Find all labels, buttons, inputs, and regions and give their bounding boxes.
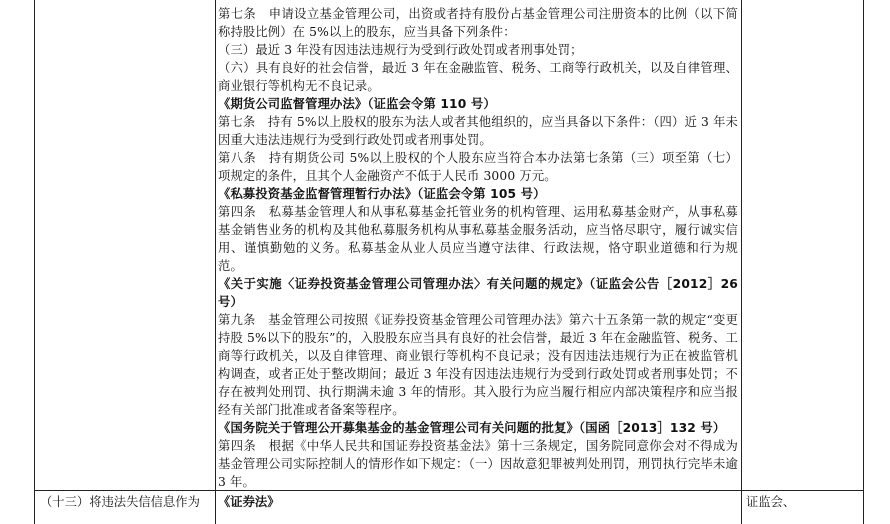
table-border-right bbox=[863, 0, 864, 524]
table-border-left bbox=[34, 0, 35, 524]
provision-paragraph: 第四条 根据《中华人民共和国证券投资基金法》第十三条规定，国务院同意你会对不得成为基金管理公司实际控制人的情形作如下规定：（一）因故意犯罪被判处刑罚，刑罚执行完毕未逾 3 年。 bbox=[218, 439, 738, 489]
item-label-cell: （十三）将违法失信信息作为 bbox=[40, 495, 200, 509]
legal-provisions-cell bbox=[218, 5, 738, 491]
provision-paragraph: （三）最近 3 年没有因违法违规行为受到行政处罚或者刑事处罚； bbox=[218, 43, 583, 57]
provision-paragraph: 第七条 持有 5%以上股权的股东为法人或者其他组织的，应当具备以下条件：（四）近 3 年未因重大违法违规行为受到行政处罚或者刑事处罚。 bbox=[218, 115, 738, 147]
column-divider-2 bbox=[741, 0, 742, 524]
regulation-heading: 《私募投资基金监督管理暂行办法》（证监会令第 105 号） bbox=[218, 187, 546, 201]
regulation-heading: 《关于实施〈证券投资基金管理公司管理办法〉有关问题的规定》（证监会公告［2012］26 号） bbox=[218, 277, 738, 309]
provision-paragraph: （六）具有良好的社会信誉，最近 3 年在金融监管、税务、工商等行政机关，以及自律管理、商业银行等机构无不良记录。 bbox=[218, 61, 738, 93]
regulation-heading: 《期货公司监督管理办法》（证监会令第 110 号） bbox=[218, 97, 496, 111]
column-divider-1 bbox=[215, 0, 216, 524]
provision-paragraph: 第四条 私募基金管理人和从事私募基金托管业务的机构管理、运用私募基金财产，从事私募基金销售业务的机构及其他私募服务机构从事私募基金服务活动，应当恪尽职守，履行诚实信用、谨慎勤勉的义务。私募基金从业人员应当遵守法律、行政法规，恪守职业道德和行为规范。 bbox=[218, 205, 738, 273]
provision-paragraph: 第九条 基金管理公司按照《证券投资基金管理公司管理办法》第六十五条第一款的规定“变更持股 5%以下的股东”的，入股股东应当具有良好的社会信誉，最近 3 年在金融监管、税务、工商等行政机关，以及自律管理、商业银行等机构不良记录；没有因违法违规行为正在被监管机构调查，或者正处于整改期间；最近 3 年没有因违法违规行为受到行政处罚或者刑事处罚；不存在被判处刑罚、执行期满未逾 3 年的情形。其入股行为应当履行相应内部决策程序和应当报经有关部门批准或者备案等程序。 bbox=[218, 313, 738, 417]
department-cell: 证监会、 bbox=[746, 495, 796, 509]
provision-paragraph: 第七条 申请设立基金管理公司，出资或者持有股份占基金管理公司注册资本的比例（以下简称持股比例）在 5%以上的股东，应当具备下列条件： bbox=[218, 7, 738, 39]
provision-paragraph: 第八条 持有期货公司 5%以上股权的个人股东应当符合本办法第七条第（三）项至第（七）项规定的条件，且其个人金融资产不低于人民币 3000 万元。 bbox=[218, 151, 738, 183]
regulation-heading: 《国务院关于管理公开募集基金的基金管理公司有关问题的批复》（国函［2013］132 号） bbox=[218, 421, 726, 435]
regulation-heading-last: 《证券法》 bbox=[218, 495, 280, 509]
